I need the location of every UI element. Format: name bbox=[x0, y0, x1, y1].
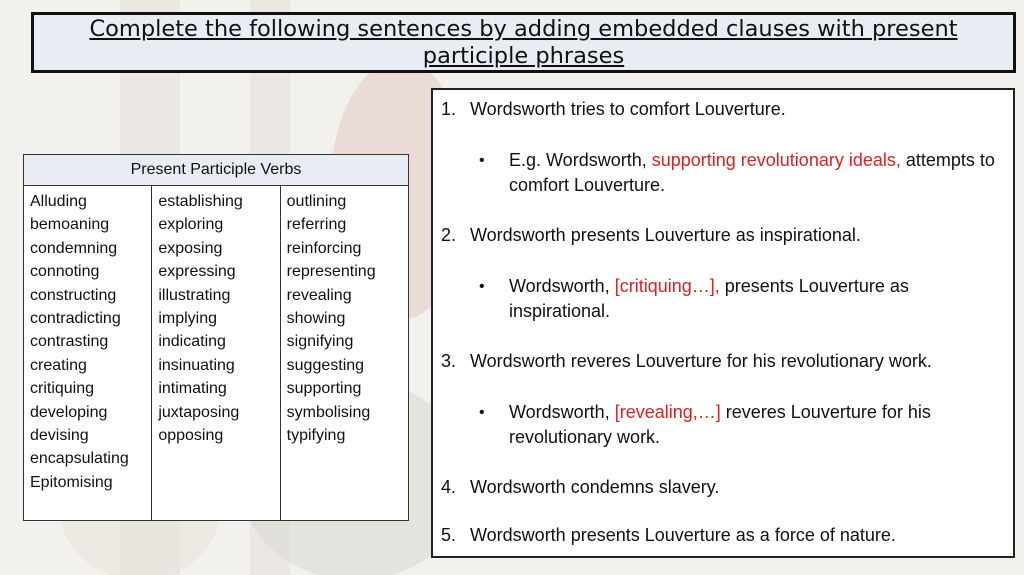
tasks-box bbox=[431, 88, 1015, 558]
verb-item: reinforcing bbox=[286, 239, 362, 257]
verb-item: establishing bbox=[158, 193, 243, 210]
task-item bbox=[441, 224, 1003, 246]
verbs-table-header: Present Participle Verbs bbox=[24, 155, 408, 186]
verbs-column-1 bbox=[24, 186, 152, 520]
example-text: E.g. Wordsworth, supporting revolutionary ideals, attempts to comfort Louverture. bbox=[509, 150, 995, 195]
verb-item: exploring bbox=[158, 216, 224, 234]
verb-item: representing bbox=[286, 263, 376, 281]
highlight-text: [revealing,…] bbox=[614, 402, 721, 422]
verb-item: opposing bbox=[158, 427, 224, 445]
task-text: Wordsworth presents Louverture as inspirational. bbox=[470, 225, 861, 245]
task-number: 5. bbox=[441, 525, 457, 545]
example-bullet bbox=[479, 400, 1003, 450]
example-text: Wordsworth, [revealing,…] reveres Louverture for his revolutionary work. bbox=[509, 402, 931, 447]
task-item bbox=[441, 476, 1003, 498]
verb-item: Epitomising bbox=[30, 473, 113, 491]
verb-item: revealing bbox=[286, 286, 352, 304]
task-number: 2. bbox=[441, 225, 457, 245]
task-text: Wordsworth tries to comfort Louverture. bbox=[470, 99, 786, 119]
verb-item: exposing bbox=[158, 239, 223, 257]
task-item bbox=[441, 98, 1003, 120]
task-number: 3. bbox=[441, 351, 457, 371]
verb-item: bemoaning bbox=[30, 216, 110, 234]
verb-item: connoting bbox=[30, 263, 100, 281]
verb-item: Alluding bbox=[30, 193, 87, 210]
verb-item: indicating bbox=[158, 333, 226, 351]
verb-item: outlining bbox=[286, 193, 347, 210]
verb-item: expressing bbox=[158, 263, 236, 281]
task-text: Wordsworth condemns slavery. bbox=[470, 477, 720, 497]
verb-item: juxtaposing bbox=[158, 403, 240, 421]
highlight-text: supporting revolutionary ideals, bbox=[651, 150, 901, 170]
example-bullet bbox=[479, 148, 1003, 198]
task-text: Wordsworth presents Louverture as a force of nature. bbox=[470, 525, 896, 545]
page-title bbox=[89, 16, 957, 70]
verb-item: signifying bbox=[286, 333, 354, 351]
task-number: 4. bbox=[441, 477, 457, 497]
verb-item: insinuating bbox=[158, 356, 235, 374]
verb-item: developing bbox=[30, 403, 108, 421]
task-number: 1. bbox=[441, 99, 457, 119]
verbs-column-2 bbox=[152, 186, 280, 520]
title-box bbox=[31, 12, 1016, 73]
verb-item: typifying bbox=[286, 427, 346, 445]
example-bullet bbox=[479, 274, 1003, 324]
title-line-1: Complete the following sentences by adding embedded clauses with present bbox=[89, 15, 958, 42]
bullet-icon: • bbox=[479, 404, 485, 421]
verb-item: symbolising bbox=[286, 403, 371, 421]
verb-item: illustrating bbox=[158, 286, 231, 304]
bullet-icon: • bbox=[479, 278, 485, 295]
verb-item: contrasting bbox=[30, 333, 109, 351]
verb-item: implying bbox=[158, 310, 218, 328]
verb-item: creating bbox=[30, 356, 87, 374]
bullet-icon: • bbox=[479, 152, 485, 169]
verb-item: referring bbox=[286, 216, 347, 234]
present-participle-verbs-table bbox=[23, 154, 409, 521]
verb-item: intimating bbox=[158, 380, 227, 398]
title-line-2: participle phrases bbox=[422, 42, 625, 69]
verb-item: condemning bbox=[30, 239, 118, 257]
verb-item: contradicting bbox=[30, 310, 121, 328]
verb-item: suggesting bbox=[286, 356, 365, 374]
verb-item: constructing bbox=[30, 286, 117, 304]
verb-item: supporting bbox=[286, 380, 362, 398]
verb-item: encapsulating bbox=[30, 450, 129, 468]
task-text: Wordsworth reveres Louverture for his revolutionary work. bbox=[470, 351, 932, 371]
task-item bbox=[441, 524, 1003, 546]
example-text: Wordsworth, [critiquing…], presents Louverture as inspirational. bbox=[509, 276, 909, 321]
highlight-text: [critiquing…], bbox=[614, 276, 720, 296]
task-item bbox=[441, 350, 1003, 372]
verb-item: showing bbox=[286, 310, 346, 328]
verb-item: critiquing bbox=[30, 380, 95, 398]
verbs-column-3 bbox=[281, 186, 408, 520]
verb-item: devising bbox=[30, 427, 89, 445]
